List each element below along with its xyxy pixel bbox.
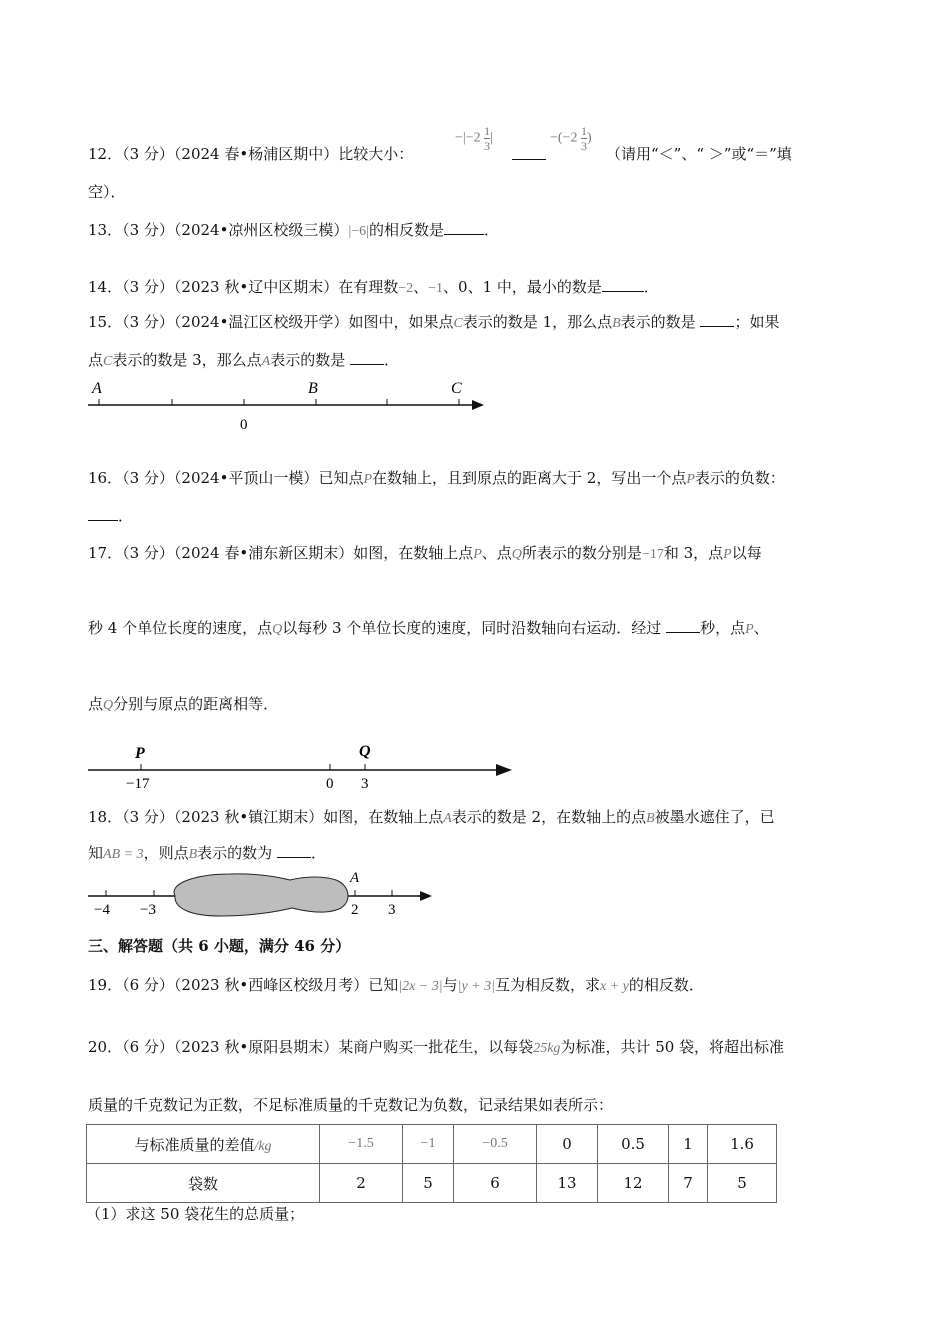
axis-tick-minus4: −4 — [94, 902, 110, 918]
q15-line2: 点C表示的数是 3，那么点A表示的数是 ． — [88, 351, 400, 369]
q12-expr-right: −(−2 $\frac{1}{3}$ ) — [550, 124, 592, 153]
q12-line1: 12．（3 分）（2024 春•杨浦区期中）比较大小： — [88, 145, 414, 163]
axis-tick-minus3: −3 — [140, 902, 156, 918]
table-cell: 6 — [454, 1164, 537, 1203]
q18-answer-blank[interactable] — [277, 843, 311, 858]
q17-line2: 秒 4 个单位长度的速度，点Q以每秒 3 个单位长度的速度，同时沿数轴向右运动．经过 秒，点P、 — [88, 619, 769, 637]
axis-label-B: B — [308, 380, 318, 397]
table-cell: −1 — [403, 1125, 454, 1164]
q12-hint: （请用“＜”、“ ＞”或“＝”填 — [606, 145, 792, 163]
axis-label-P: P — [135, 745, 145, 762]
table-cell: 0 — [537, 1125, 598, 1164]
q18-line1: 18．（3 分）（2023 秋•镇江期末）如图，在数轴上点A表示的数是 2，在数轴上的点B被墨水遮住了，已 — [88, 808, 775, 826]
table-cell: 5 — [403, 1164, 454, 1203]
q16-answer-blank[interactable] — [88, 506, 118, 521]
table-cell: 12 — [598, 1164, 669, 1203]
q15-line1: 15．（3 分）（2024•温江区校级开学）如图中，如果点C表示的数是 1，那么点B表示的数是 ；如果 — [88, 313, 780, 331]
q17-number-line — [80, 738, 520, 798]
table-cell: 7 — [669, 1164, 708, 1203]
table-cell: 1.6 — [708, 1125, 777, 1164]
q17-line1: 17．（3 分）（2024 春•浦东新区期末）如图，在数轴上点P、点Q所表示的数分别是−17和 3，点P以每 — [88, 544, 762, 562]
q14-answer-blank[interactable] — [602, 277, 644, 292]
table-cell: 0.5 — [598, 1125, 669, 1164]
table-row — [87, 1164, 777, 1203]
axis-tick-0: 0 — [326, 776, 334, 792]
table-cell: −0.5 — [454, 1125, 537, 1164]
q20-table — [86, 1124, 777, 1203]
q20-line1: 20．（6 分）（2023 秋•原阳县期末）某商户购买一批花生，以每袋25kg为标准，共计 50 袋，将超出标准 — [88, 1038, 785, 1056]
axis-tick-3: 3 — [361, 776, 369, 792]
table-cell: 13 — [537, 1164, 598, 1203]
q12-expr-left: −|−2 $\frac{1}{3}$ | — [455, 124, 493, 153]
section3-heading: 三、解答题（共 6 小题，满分 46 分） — [88, 937, 351, 955]
axis-tick-minus17: −17 — [126, 776, 150, 792]
axis-label-A18: A — [350, 870, 360, 886]
q20-line2: 质量的千克数记为正数，不足标准质量的千克数记为负数，记录结果如表所示： — [88, 1096, 614, 1114]
q17-answer-blank[interactable] — [666, 618, 700, 633]
table-cell: 2 — [320, 1164, 403, 1203]
q20-sub1: （1）求这 50 袋花生的总质量； — [86, 1205, 305, 1223]
q16-line2: ． — [88, 506, 133, 526]
q18-line2: 知AB = 3，则点B表示的数为 ． — [88, 844, 326, 862]
q15-number-line — [80, 375, 500, 435]
q12-answer-blank[interactable] — [512, 145, 546, 160]
table-row — [87, 1125, 777, 1164]
axis-label-Q: Q — [359, 743, 371, 760]
axis-label-A: A — [92, 380, 102, 397]
q13: 13．（3 分）（2024•凉州区校级三模）|−6|的相反数是 ． — [88, 221, 499, 239]
axis-tick-2: 2 — [351, 902, 359, 918]
q12-line2: 空）． — [88, 183, 126, 201]
table-header-cell: 袋数 — [87, 1164, 320, 1203]
q19: 19．（6 分）（2023 秋•西峰区校级月考）已知|2x − 3|与|y + 3|互为相反数，求x + y的相反数． — [88, 976, 704, 994]
q16-line1: 16．（3 分）（2024•平顶山一模）已知点P在数轴上，且到原点的距离大于 2，写出一个点P表示的负数： — [88, 469, 785, 487]
q17-line3: 点Q分别与原点的距离相等． — [88, 695, 279, 713]
q15-answer-blank-1[interactable] — [700, 312, 734, 327]
q14: 14．（3 分）（2023 秋•辽中区期末）在有理数−2、−1、0、1 中，最小的数是 ． — [88, 278, 659, 296]
table-cell: −1.5 — [320, 1125, 403, 1164]
table-header-cell: 与标准质量的差值/kg — [87, 1125, 320, 1164]
table-cell: 5 — [708, 1164, 777, 1203]
table-cell: 1 — [669, 1125, 708, 1164]
q13-answer-blank[interactable] — [444, 220, 484, 235]
q18-number-line — [80, 868, 440, 920]
q12-number: 12． — [88, 145, 123, 163]
axis-label-zero: 0 — [240, 417, 248, 433]
ink-blot — [174, 874, 348, 916]
axis-label-C: C — [451, 380, 462, 397]
q15-answer-blank-2[interactable] — [350, 350, 384, 365]
axis-tick-3b: 3 — [388, 902, 396, 918]
